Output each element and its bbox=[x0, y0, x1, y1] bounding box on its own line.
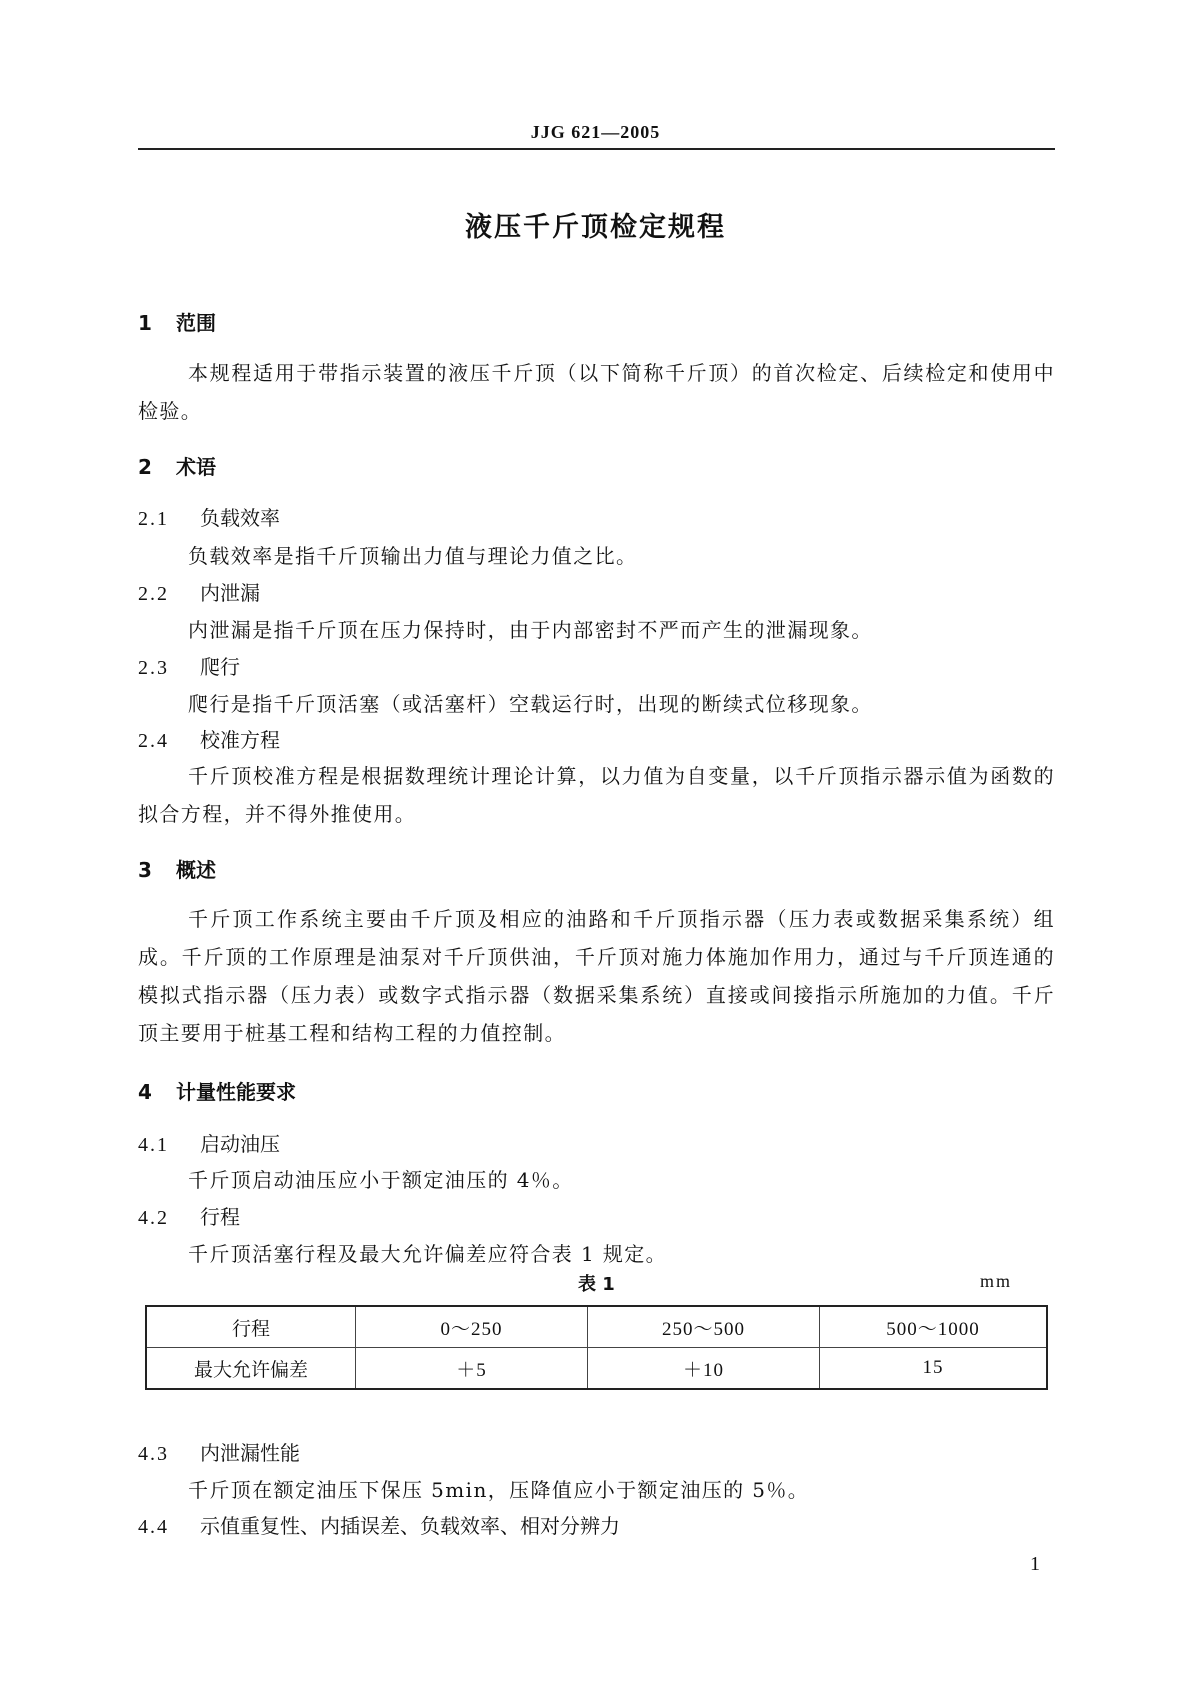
subsection-2-3-text: 爬行是指千斤顶活塞（或活塞杆）空载运行时，出现的断续式位移现象。 bbox=[188, 692, 873, 716]
table-cell: 最大允许偏差 bbox=[146, 1348, 356, 1390]
subsection-4-1-heading bbox=[138, 1128, 280, 1157]
section-title: 概述 bbox=[176, 858, 216, 882]
header-divider bbox=[138, 148, 1055, 150]
subsection-4-1-text: 千斤顶启动油压应小于额定油压的 4％。 bbox=[188, 1168, 574, 1192]
subsection-2-1-heading bbox=[138, 502, 280, 531]
subsection-title: 行程 bbox=[200, 1205, 240, 1229]
subsection-number: 2.1 bbox=[138, 508, 169, 530]
table-cell: 0～250 bbox=[356, 1306, 588, 1348]
subsection-4-3-heading bbox=[138, 1437, 300, 1466]
standard-code: JJG 621—2005 bbox=[530, 122, 661, 142]
table-cell: 15 bbox=[820, 1348, 1048, 1390]
subsection-title: 示值重复性、内插误差、负载效率、相对分辨力 bbox=[200, 1514, 620, 1538]
subsection-title: 校准方程 bbox=[200, 728, 280, 752]
section-1-heading bbox=[138, 307, 216, 336]
section-number: 3 bbox=[138, 858, 152, 882]
table-caption: 表 1 bbox=[578, 1274, 615, 1295]
section-number: 1 bbox=[138, 311, 152, 335]
table-unit: mm bbox=[980, 1271, 1013, 1291]
section-3-heading bbox=[138, 854, 216, 883]
table-row bbox=[146, 1348, 1047, 1390]
section-2-heading bbox=[138, 451, 216, 480]
section-4-heading bbox=[138, 1076, 296, 1105]
subsection-2-2-heading bbox=[138, 577, 260, 606]
subsection-title: 爬行 bbox=[200, 655, 240, 679]
table-cell: ＋10 bbox=[588, 1348, 820, 1390]
subsection-4-4-heading bbox=[138, 1510, 620, 1539]
stroke-tolerance-table bbox=[145, 1305, 1048, 1390]
subsection-2-1-text: 负载效率是指千斤顶输出力值与理论力值之比。 bbox=[188, 544, 638, 568]
table-cell: 500～1000 bbox=[820, 1306, 1048, 1348]
subsection-2-3-heading bbox=[138, 651, 240, 680]
section-1-text: 本规程适用于带指示装置的液压千斤顶（以下简称千斤顶）的首次检定、后续检定和使用中检验。 bbox=[138, 361, 1055, 423]
subsection-2-4-text: 千斤顶校准方程是根据数理统计理论计算，以力值为自变量，以千斤顶指示器示值为函数的拟合方程，并不得外推使用。 bbox=[138, 764, 1055, 826]
subsection-title: 启动油压 bbox=[200, 1132, 280, 1156]
section-3-text: 千斤顶工作系统主要由千斤顶及相应的油路和千斤顶指示器（压力表或数据采集系统）组成。千斤顶的工作原理是油泵对千斤顶供油，千斤顶对施力体施加作用力，通过与千斤顶连通的模拟式指示器（压力表）或数字式指示器（数据采集系统）直接或间接指示所施加的力值。千斤顶主要用于桩基工程和结构工程的力值控制。 bbox=[138, 907, 1055, 1045]
table-cell: 行程 bbox=[146, 1306, 356, 1348]
section-title: 范围 bbox=[176, 311, 216, 335]
section-title: 计量性能要求 bbox=[176, 1080, 296, 1104]
subsection-4-3-text: 千斤顶在额定油压下保压 5min，压降值应小于额定油压的 5％。 bbox=[188, 1478, 810, 1502]
subsection-4-2-heading bbox=[138, 1201, 240, 1230]
subsection-2-4-heading bbox=[138, 724, 280, 753]
subsection-number: 4.4 bbox=[138, 1516, 169, 1538]
table-row bbox=[146, 1306, 1047, 1348]
subsection-number: 2.2 bbox=[138, 583, 169, 605]
table-cell: ＋5 bbox=[356, 1348, 588, 1390]
subsection-number: 4.2 bbox=[138, 1207, 169, 1229]
subsection-number: 4.3 bbox=[138, 1443, 169, 1465]
subsection-number: 4.1 bbox=[138, 1134, 169, 1156]
subsection-title: 负载效率 bbox=[200, 506, 280, 530]
section-title: 术语 bbox=[176, 455, 216, 479]
subsection-title: 内泄漏性能 bbox=[200, 1441, 300, 1465]
section-number: 2 bbox=[138, 455, 152, 479]
subsection-number: 2.4 bbox=[138, 730, 169, 752]
subsection-2-2-text: 内泄漏是指千斤顶在压力保持时，由于内部密封不严而产生的泄漏现象。 bbox=[188, 618, 873, 642]
page-number: 1 bbox=[1030, 1553, 1040, 1575]
document-title: 液压千斤顶检定规程 bbox=[465, 212, 726, 243]
subsection-4-2-text: 千斤顶活塞行程及最大允许偏差应符合表 1 规定。 bbox=[188, 1242, 668, 1266]
section-number: 4 bbox=[138, 1080, 152, 1104]
subsection-number: 2.3 bbox=[138, 657, 169, 679]
table-cell: 250～500 bbox=[588, 1306, 820, 1348]
subsection-title: 内泄漏 bbox=[200, 581, 260, 605]
